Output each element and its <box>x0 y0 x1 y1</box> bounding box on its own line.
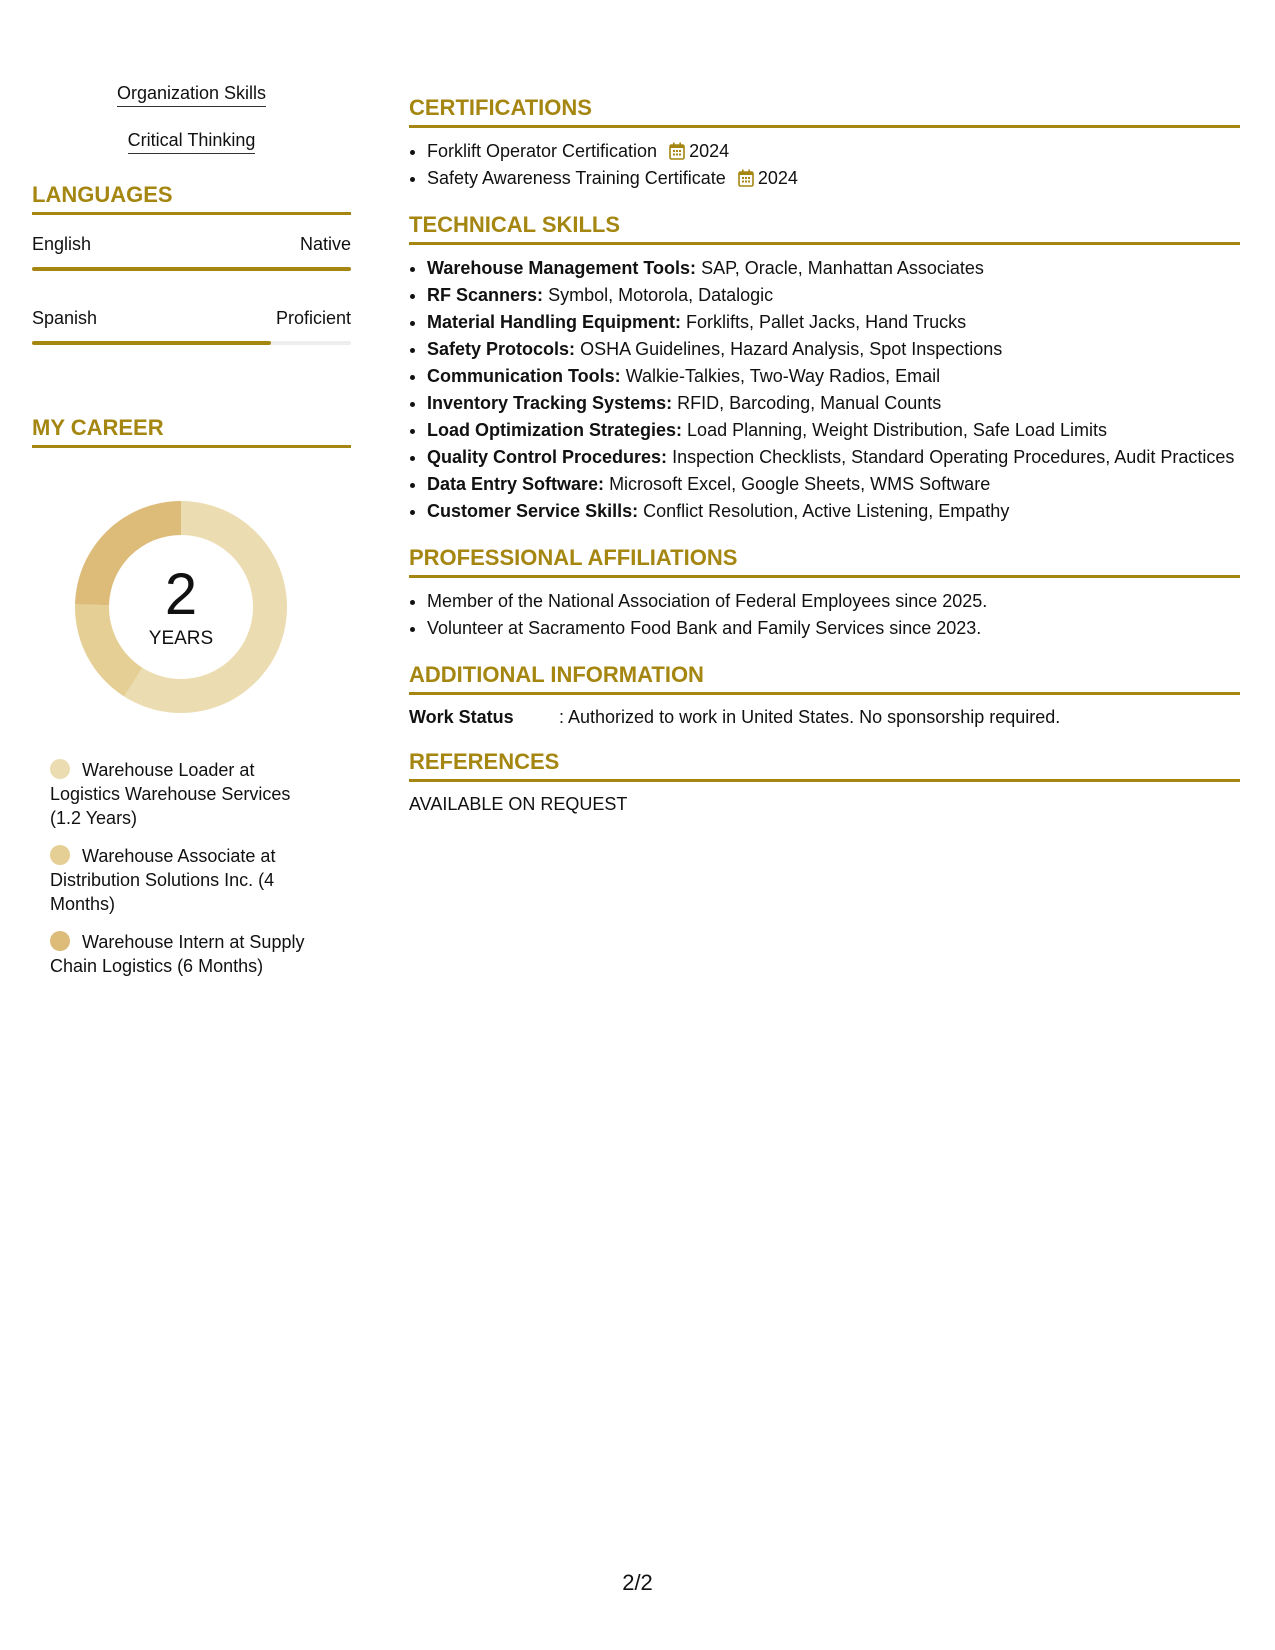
technical-skills-list <box>409 255 1240 525</box>
references-text: AVAILABLE ON REQUEST <box>409 794 628 814</box>
skill-chip <box>32 129 351 154</box>
right-column <box>409 95 1240 836</box>
donut-center <box>66 492 296 722</box>
skill-chip <box>32 82 351 107</box>
skill-label: Quality Control Procedures: <box>427 447 668 467</box>
career-donut-chart <box>66 492 296 722</box>
work-status-label: Work Status <box>409 707 514 727</box>
skill-label: Warehouse Management Tools: <box>427 258 697 278</box>
technical-skill-item <box>427 498 1240 525</box>
career-legend-label: Warehouse Intern at Supply Chain Logistics (6 Months) <box>50 932 305 976</box>
skill-value: Inspection Checklists, Standard Operating Procedures, Audit Practices <box>672 447 1235 467</box>
technical-skills-title: TECHNICAL SKILLS <box>409 212 1240 245</box>
additional-info-title: ADDITIONAL INFORMATION <box>409 662 1240 695</box>
certification-year: 2024 <box>757 168 798 188</box>
certification-item <box>427 138 1240 165</box>
skill-value: Conflict Resolution, Active Listening, Empathy <box>643 501 1010 521</box>
language-bar-fill <box>32 341 271 345</box>
skill-value: RFID, Barcoding, Manual Counts <box>677 393 942 413</box>
certifications-title: CERTIFICATIONS <box>409 95 1240 128</box>
certification-name: Forklift Operator Certification <box>427 141 658 161</box>
career-legend-label: Warehouse Loader at Logistics Warehouse Services (1.2 Years) <box>50 760 291 828</box>
career-title: MY CAREER <box>32 415 351 448</box>
skill-value: Walkie-Talkies, Two-Way Radios, Email <box>625 366 941 386</box>
technical-skill-item <box>427 255 1240 282</box>
skill-value: SAP, Oracle, Manhattan Associates <box>701 258 984 278</box>
technical-skill-item <box>427 336 1240 363</box>
left-column <box>32 82 351 992</box>
technical-skill-item <box>427 309 1240 336</box>
language-level: Native <box>299 234 351 254</box>
legend-dot <box>50 931 70 951</box>
legend-dot <box>50 759 70 779</box>
career-total-number: 2 <box>164 562 198 627</box>
references-section <box>409 749 1240 816</box>
technical-skill-item <box>427 390 1240 417</box>
certifications-section <box>409 95 1240 192</box>
skill-label: Data Entry Software: <box>427 474 605 494</box>
certification-year: 2024 <box>689 141 730 161</box>
technical-skill-item <box>427 363 1240 390</box>
affiliations-title: PROFESSIONAL AFFILIATIONS <box>409 545 1240 578</box>
references-title: REFERENCES <box>409 749 1240 782</box>
career-legend-item <box>50 758 320 830</box>
skill-label: Material Handling Equipment: <box>427 312 682 332</box>
language-bar-fill <box>32 267 351 271</box>
language-bar <box>32 267 351 271</box>
career-total-unit: YEARS <box>148 628 214 649</box>
language-item <box>32 307 351 345</box>
language-name: English <box>32 234 92 254</box>
skill-label: Customer Service Skills: <box>427 501 639 521</box>
work-status-value: : Authorized to work in United States. No sponsorship required. <box>559 707 1061 727</box>
affiliation-item: • Member of the National Association of Federal Employees since 2025. <box>427 588 1240 615</box>
skill-chip-label: Organization Skills <box>117 82 266 107</box>
technical-skill-item <box>427 471 1240 498</box>
career-legend-label: Warehouse Associate at Distribution Solutions Inc. (4 Months) <box>50 846 276 914</box>
career-legend-item <box>50 930 320 978</box>
skill-label: Communication Tools: <box>427 366 621 386</box>
technical-skill-item <box>427 417 1240 444</box>
affiliations-section <box>409 545 1240 642</box>
certification-name: Safety Awareness Training Certificate <box>427 168 726 188</box>
skill-chip-label: Critical Thinking <box>128 129 256 154</box>
career-legend-item <box>50 844 320 916</box>
additional-info-section <box>409 662 1240 729</box>
skill-label: RF Scanners: <box>427 285 544 305</box>
language-name: Spanish <box>32 308 98 328</box>
technical-skill-item <box>427 282 1240 309</box>
page-number: 2/2 <box>622 1570 653 1595</box>
career-legend <box>50 758 320 978</box>
language-bar <box>32 341 351 345</box>
legend-dot <box>50 845 70 865</box>
skill-value: OSHA Guidelines, Hazard Analysis, Spot Inspections <box>580 339 1003 359</box>
technical-skill-item <box>427 444 1240 471</box>
skill-value: Forklifts, Pallet Jacks, Hand Trucks <box>686 312 967 332</box>
skill-value: Microsoft Excel, Google Sheets, WMS Software <box>609 474 991 494</box>
affiliation-item: • Volunteer at Sacramento Food Bank and Family Services since 2023. <box>427 615 1240 642</box>
languages-list <box>32 233 351 345</box>
language-item <box>32 233 351 271</box>
calendar-icon <box>738 169 754 187</box>
language-level: Proficient <box>275 308 351 328</box>
work-status-row <box>409 705 1240 729</box>
skill-label: Safety Protocols: <box>427 339 576 359</box>
skill-label: Inventory Tracking Systems: <box>427 393 673 413</box>
certification-item <box>427 165 1240 192</box>
technical-skills-section <box>409 212 1240 525</box>
languages-title: LANGUAGES <box>32 182 351 215</box>
affiliations-list <box>409 588 1240 642</box>
calendar-icon <box>669 142 685 160</box>
skill-value: Load Planning, Weight Distribution, Safe Load Limits <box>687 420 1107 440</box>
certifications-list <box>409 138 1240 192</box>
skill-label: Load Optimization Strategies: <box>427 420 683 440</box>
skill-value: Symbol, Motorola, Datalogic <box>548 285 774 305</box>
